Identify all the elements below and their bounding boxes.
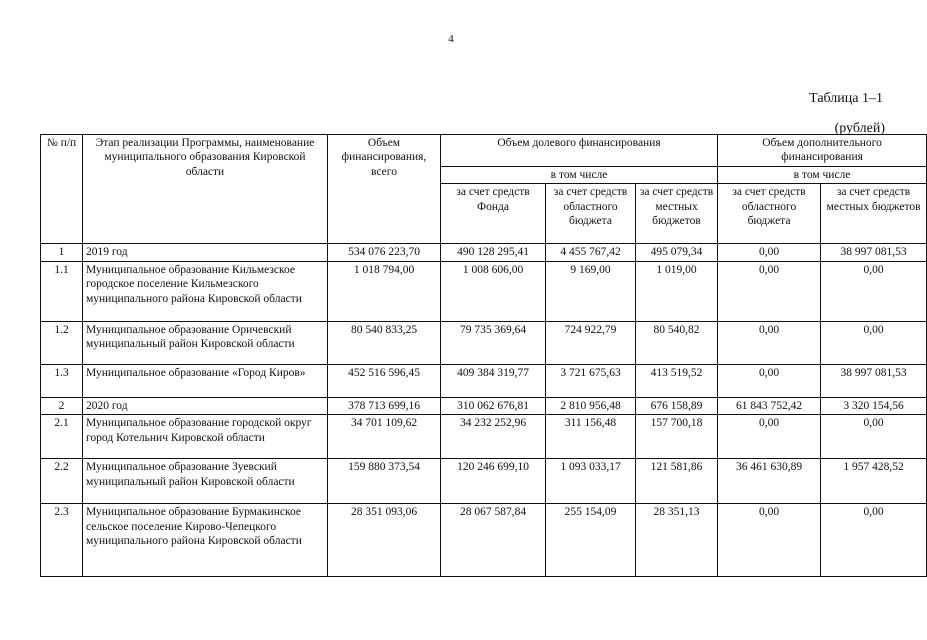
header-including-additional: в том числе <box>718 167 927 184</box>
row-num: 1.2 <box>41 321 83 364</box>
row-total: 378 713 699,16 <box>328 397 441 414</box>
row-regional: 311 156,48 <box>546 415 636 459</box>
row-name: Муниципальное образование Оричевский муниципальный район Кировской области <box>83 321 328 364</box>
table-row <box>41 504 927 577</box>
row-add-regional: 0,00 <box>718 244 821 261</box>
row-total: 80 540 833,25 <box>328 321 441 364</box>
row-num: 2 <box>41 397 83 414</box>
header-add-local: за счет средств местных бюджетов <box>821 184 927 244</box>
header-including-shared: в том числе <box>441 167 718 184</box>
row-total: 28 351 093,06 <box>328 504 441 577</box>
row-name: Муниципальное образование Кильмезское городское поселение Кильмезского муниципального района Кировской области <box>83 261 328 321</box>
row-num: 1 <box>41 244 83 261</box>
row-fund: 120 246 699,10 <box>441 459 546 504</box>
row-add-local: 0,00 <box>821 415 927 459</box>
row-fund: 490 128 295,41 <box>441 244 546 261</box>
row-num: 2.3 <box>41 504 83 577</box>
row-add-regional: 0,00 <box>718 504 821 577</box>
row-num: 2.2 <box>41 459 83 504</box>
row-add-regional: 0,00 <box>718 261 821 321</box>
row-regional: 9 169,00 <box>546 261 636 321</box>
row-local: 676 158,89 <box>636 397 718 414</box>
row-total: 1 018 794,00 <box>328 261 441 321</box>
header-shared: Объем долевого финансирования <box>441 135 718 167</box>
row-add-local: 0,00 <box>821 504 927 577</box>
row-regional: 4 455 767,42 <box>546 244 636 261</box>
row-add-local: 1 957 428,52 <box>821 459 927 504</box>
row-local: 495 079,34 <box>636 244 718 261</box>
header-num: № п/п <box>41 135 83 244</box>
row-name: Муниципальное образование Зуевский муниципальный район Кировской области <box>83 459 328 504</box>
row-add-local: 3 320 154,56 <box>821 397 927 414</box>
row-add-local: 0,00 <box>821 321 927 364</box>
row-add-regional: 61 843 752,42 <box>718 397 821 414</box>
header-stage: Этап реализации Программы, наименование муниципального образования Кировской области <box>83 135 328 244</box>
table-row <box>41 415 927 459</box>
row-add-local: 0,00 <box>821 261 927 321</box>
header-regional: за счет средств областного бюджета <box>546 184 636 244</box>
table-row <box>41 397 927 414</box>
row-local: 1 019,00 <box>636 261 718 321</box>
table-row <box>41 364 927 397</box>
table-caption: Таблица 1–1 <box>809 91 883 106</box>
row-fund: 1 008 606,00 <box>441 261 546 321</box>
table-row <box>41 459 927 504</box>
row-regional: 1 093 033,17 <box>546 459 636 504</box>
row-total: 534 076 223,70 <box>328 244 441 261</box>
row-fund: 28 067 587,84 <box>441 504 546 577</box>
header-additional: Объем дополнительного финансирования <box>718 135 927 167</box>
page-number: 4 <box>448 33 454 45</box>
table-row <box>41 261 927 321</box>
row-add-regional: 0,00 <box>718 321 821 364</box>
row-total: 452 516 596,45 <box>328 364 441 397</box>
row-regional: 3 721 675,63 <box>546 364 636 397</box>
header-local: за счет средств местных бюджетов <box>636 184 718 244</box>
row-regional: 724 922,79 <box>546 321 636 364</box>
row-fund: 409 384 319,77 <box>441 364 546 397</box>
table-row <box>41 321 927 364</box>
row-add-regional: 0,00 <box>718 415 821 459</box>
row-total: 34 701 109,62 <box>328 415 441 459</box>
header-add-regional: за счет средств областного бюджета <box>718 184 821 244</box>
units-label: (рублей) <box>834 121 885 136</box>
row-add-regional: 0,00 <box>718 364 821 397</box>
row-name: Муниципальное образование городской округ город Котельнич Кировской области <box>83 415 328 459</box>
row-name: Муниципальное образование «Город Киров» <box>83 364 328 397</box>
table-row <box>41 244 927 261</box>
row-regional: 255 154,09 <box>546 504 636 577</box>
row-total: 159 880 373,54 <box>328 459 441 504</box>
financing-table <box>40 134 927 577</box>
row-add-regional: 36 461 630,89 <box>718 459 821 504</box>
row-local: 80 540,82 <box>636 321 718 364</box>
row-local: 413 519,52 <box>636 364 718 397</box>
row-local: 28 351,13 <box>636 504 718 577</box>
row-add-local: 38 997 081,53 <box>821 244 927 261</box>
row-fund: 310 062 676,81 <box>441 397 546 414</box>
header-fund: за счет средств Фонда <box>441 184 546 244</box>
row-regional: 2 810 956,48 <box>546 397 636 414</box>
row-name: 2020 год <box>83 397 328 414</box>
row-add-local: 38 997 081,53 <box>821 364 927 397</box>
row-local: 157 700,18 <box>636 415 718 459</box>
row-local: 121 581,86 <box>636 459 718 504</box>
row-num: 1.3 <box>41 364 83 397</box>
row-fund: 34 232 252,96 <box>441 415 546 459</box>
row-num: 1.1 <box>41 261 83 321</box>
row-name: 2019 год <box>83 244 328 261</box>
row-name: Муниципальное образование Бурмакинское сельское поселение Кирово-Чепецкого муниципального района Кировской области <box>83 504 328 577</box>
row-fund: 79 735 369,64 <box>441 321 546 364</box>
row-num: 2.1 <box>41 415 83 459</box>
header-total: Объем финансирования, всего <box>328 135 441 244</box>
